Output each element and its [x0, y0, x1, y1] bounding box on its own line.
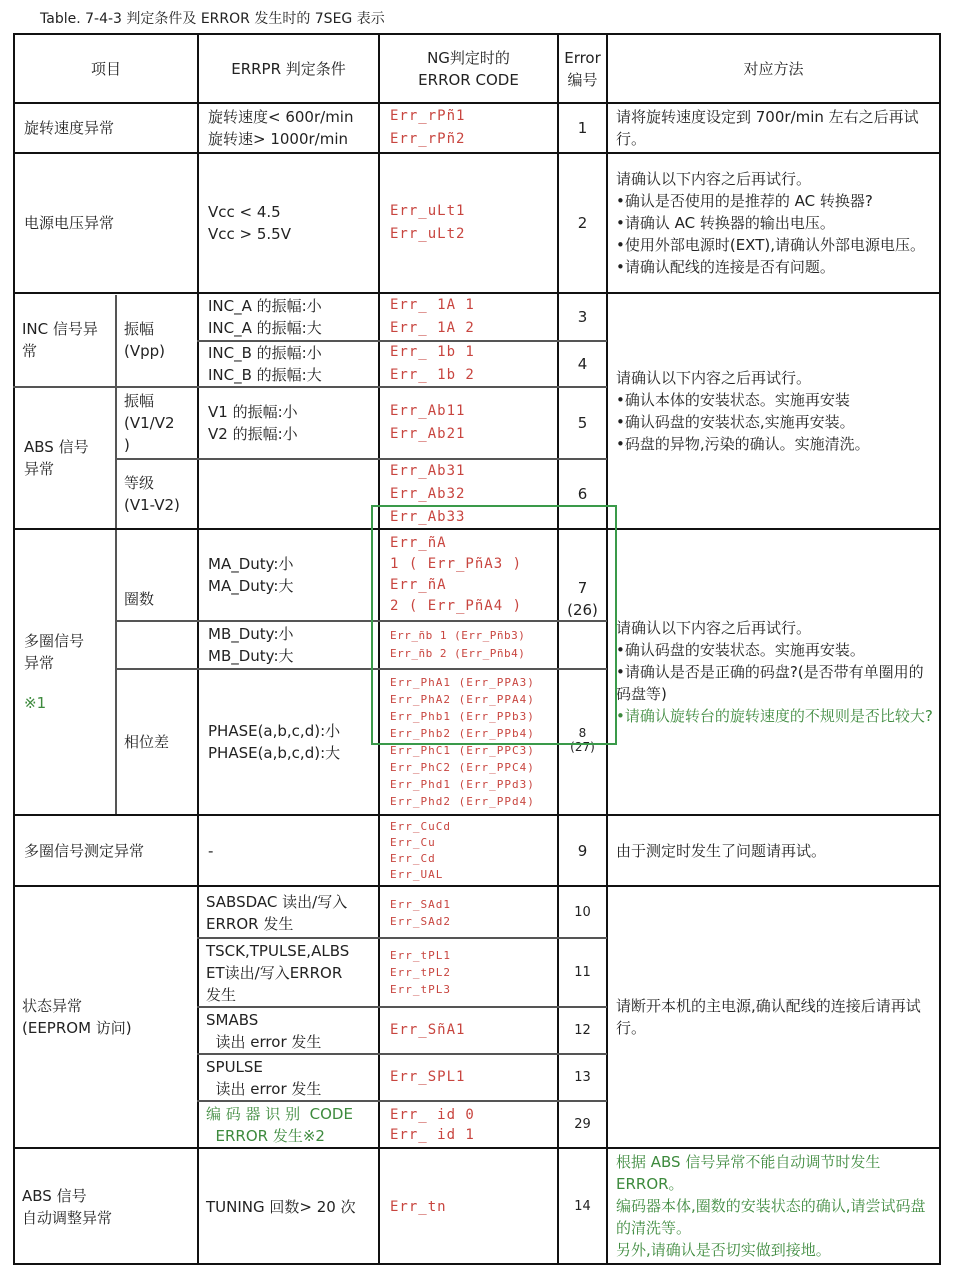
row14-item: ABS 信号 自动调整异常 — [22, 1187, 113, 1227]
row10-number: 10 — [574, 905, 591, 920]
inc-b-codes: Err_ 1b 1 Err_ 1b 2 — [390, 344, 475, 383]
row1-codes: Err_rPñ1 Err_rPñ2 — [390, 108, 466, 147]
abs-item: ABS 信号 异常 — [24, 438, 89, 478]
multi-method: 请确认以下内容之后再试行。 •确认码盘的安装状态。实施再安装。 •请确认是否是正确的码盘?(是否带有单圈用的码盘等) •请确认旋转台的旋转速度的不规则是否比较大? — [616, 619, 933, 725]
row12-condition: SMABS 读出 error 发生 — [206, 1010, 322, 1051]
abs-codes1: Err_Ab11 Err_Ab21 — [390, 403, 466, 442]
row10-codes: Err_SAd1 Err_SAd2 — [390, 898, 451, 928]
inc-b-number: 4 — [577, 355, 588, 373]
row29-condition: 编 码 器 识 别 CODE ERROR 发生※2 — [206, 1104, 353, 1145]
multi-item: 多圈信号 异常 ※1 — [24, 632, 85, 712]
multi-sub1: 圈数 — [124, 590, 155, 608]
abs-sub1: 振幅 (V1/V2 ) — [124, 392, 175, 454]
row2-number: 2 — [577, 214, 588, 232]
row13-code: Err_SPL1 — [390, 1069, 466, 1085]
table-caption: Table. 7-4-3 判定条件及 ERROR 发生时的 7SEG 表示 — [40, 11, 385, 27]
abs-cond1: V1 的振幅:小 V2 的振幅:小 — [208, 403, 298, 443]
abs-sub2: 等级 (V1-V2) — [124, 474, 180, 514]
row2-codes: Err_uLt1 Err_uLt2 — [390, 203, 466, 242]
row1-item: 旋转速度异常 — [24, 119, 115, 137]
inc-item: INC 信号异常 — [22, 320, 98, 360]
multi-sub3: 相位差 — [124, 733, 170, 751]
abs-codes2: Err_Ab31 Err_Ab32 Err_Ab33 — [390, 462, 466, 525]
multi-codes1: Err_ñA 1 ( Err_PñA3 ) Err_ñA 2 ( Err_PñA4 ) — [390, 535, 523, 614]
inc-a-condition: INC_A 的振幅:小 INC_A 的振幅:大 — [208, 297, 322, 337]
row11-codes: Err_tPL1 Err_tPL2 Err_tPL3 — [390, 949, 451, 996]
eeprom-method: 请断开本机的主电源,确认配线的连接后请再试行。 — [616, 997, 921, 1037]
row2-method: 请确认以下内容之后再试行。 •确认是否使用的是推荐的 AC 转换器? •请确认 AC 转换器的输出电压。 •使用外部电源时(EXT),请确认外部电源电压。 •请确认配线的连接是否有问题。 — [616, 170, 925, 276]
row9-number: 9 — [577, 841, 588, 860]
row2-condition: Vcc < 4.5 Vcc > 5.5V — [208, 203, 291, 243]
highlight-box — [371, 505, 617, 745]
row2-item: 电源电压异常 — [24, 214, 115, 232]
multi-codes2: Err_ñb 1 (Err_Pñb3) Err_ñb 2 (Err_Pñb4) — [390, 629, 526, 660]
inc-sub: 振幅 (Vpp) — [124, 320, 166, 360]
inc-b-condition: INC_B 的振幅:小 INC_B 的振幅:大 — [208, 344, 322, 384]
row14-method: 根据 ABS 信号异常不能自动调节时发生 ERROR。 编码器本体,圈数的安装状态的确认,请尝试码盘的清洗等。 另外,请确认是否切实做到接地。 — [616, 1153, 926, 1259]
row12-code: Err_SñA1 — [390, 1022, 466, 1038]
row14-number: 14 — [574, 1199, 591, 1214]
row14-condition: TUNING 回数> 20 次 — [206, 1198, 356, 1216]
row9-codes: Err_CuCd Err_Cu Err_Cd Err_UAL — [390, 819, 451, 881]
abs-number2: 6 — [577, 485, 588, 503]
row13-condition: SPULSE 读出 error 发生 — [206, 1057, 322, 1098]
inc-abs-method: 请确认以下内容之后再试行。 •确认本体的安装状态。实施再安装 •确认码盘的安装状态,实施再安装。 •码盘的异物,污染的确认。实施清洗。 — [616, 369, 870, 453]
multi-number1: 7 (26) — [567, 579, 598, 619]
header-error-code: NG判定时的 ERROR CODE — [418, 48, 519, 89]
row1-condition: 旋转速度< 600r/min 旋转速> 1000r/min — [208, 108, 354, 148]
row11-condition: TSCK,TPULSE,ALBS ET读出/写入ERROR 发生 — [206, 941, 350, 1004]
row9-method: 由于测定时发生了问题请再试。 — [616, 841, 827, 860]
header-item: 项目 — [90, 59, 121, 78]
abs-number1: 5 — [577, 414, 588, 432]
row29-codes: Err_ id 0 Err_ id 1 — [390, 1106, 475, 1143]
row13-number: 13 — [574, 1069, 591, 1085]
multi-codes3: Err_PhA1 (Err_PPA3) Err_PhA2 (Err_PPA4) Err_Phb1 (Err_PPb3) Err_Phb2 (Err_PPb4) Err_PhC1 (Err_PPC3) Err_PhC2 (Err_PPC4) Err_Phd1 (Err_PPd3) Err_Phd2 (Err_PPd4) — [390, 676, 535, 808]
header-method: 对应方法 — [743, 59, 804, 78]
multi-number3: 8 (27) — [570, 726, 595, 754]
row11-number: 11 — [574, 964, 591, 980]
eeprom-item: 状态异常 (EEPROM 访问) — [22, 997, 132, 1037]
multi-cond2: MB_Duty:小 MB_Duty:大 — [208, 625, 294, 665]
inc-a-number: 3 — [577, 308, 588, 326]
row12-number: 12 — [574, 1022, 591, 1038]
multi-cond3: PHASE(a,b,c,d):小 PHASE(a,b,c,d):大 — [208, 722, 341, 762]
row29-number: 29 — [574, 1116, 591, 1132]
row9-item: 多圈信号测定异常 — [24, 841, 145, 860]
row1-number: 1 — [577, 119, 588, 137]
row10-condition: SABSDAC 读出/写入 ERROR 发生 — [206, 893, 348, 933]
row14-code: Err_tn — [390, 1198, 447, 1215]
multi-cond1: MA_Duty:小 MA_Duty:大 — [208, 555, 294, 595]
inc-a-codes: Err_ 1A 1 Err_ 1A 2 — [390, 297, 475, 336]
row9-condition: - — [208, 841, 214, 860]
header-condition: ERRPR 判定条件 — [231, 59, 346, 78]
row1-method: 请将旋转速度设定到 700r/min 左右之后再试行。 — [616, 108, 919, 148]
header-error-number: Error 编号 — [564, 48, 601, 89]
